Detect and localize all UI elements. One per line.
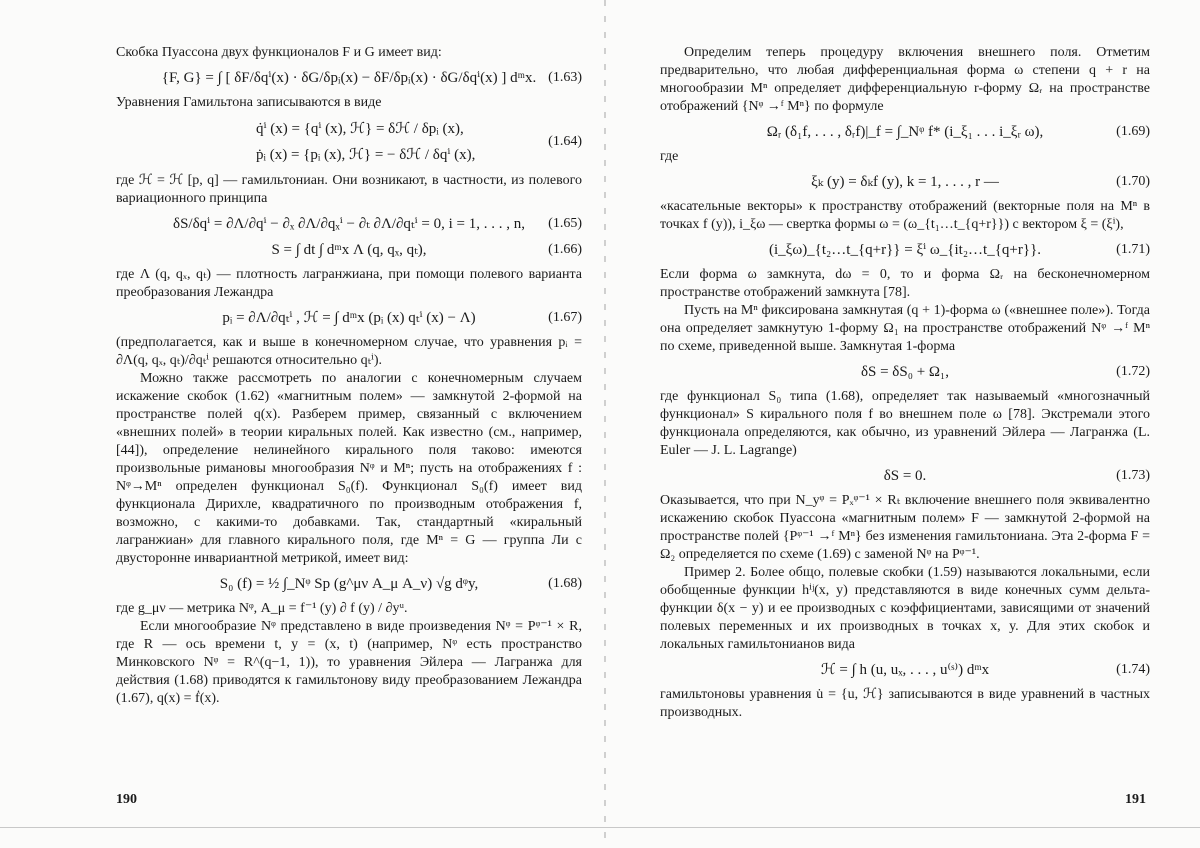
equation-body: S₀ (f) = ½ ∫_Nᵠ Sp (g^μν A_μ A_ν) √g dᵠy, [219, 576, 479, 592]
equation-1-63 [116, 68, 582, 88]
equation-number: (1.73) [1116, 468, 1150, 483]
equation-number: (1.63) [548, 70, 582, 85]
paragraph-metric: где g_μν — метрика Nᵠ, A_μ = f⁻¹ (y) ∂ f (y) / ∂yᵘ. [116, 601, 408, 616]
gutter-divider [604, 0, 606, 848]
equation-number: (1.70) [1116, 174, 1150, 189]
equation-number: (1.66) [548, 242, 582, 257]
equation-number: (1.74) [1116, 662, 1150, 677]
equation-1-65 [116, 214, 582, 234]
scan-edge [0, 827, 1200, 828]
equation-number: (1.69) [1116, 124, 1150, 139]
equation-number: (1.72) [1116, 364, 1150, 379]
paragraph-external-field: Определим теперь процедуру включения внешнего поля. Отметим предварительно, что любая дифференциальная форма ω степени q + r на многообразии Mⁿ определяет дифференциальную r-форму Ωᵣ на пространстве отображений {Nᵠ →ᶠ Mⁿ} по формуле [660, 45, 1150, 114]
page-number: 191 [1125, 792, 1146, 807]
equation-number: (1.68) [548, 576, 582, 591]
paragraph-where: где [660, 149, 679, 164]
equation-line: ṗᵢ (x) = {pᵢ (x), ℋ} = − δℋ / δqⁱ (x), [256, 147, 476, 163]
equation-number: (1.71) [1116, 242, 1150, 257]
paragraph-chiral-fields: Можно также рассмотреть по аналогии с конечномерным случаем искажение скобок (1.62) «магнитным полем» — замкнутой 2-формой на пространстве полей q(x). Разберем пример, связанный с включением «внешних полей» в теории киральных полей. Как известно (см., например, [44]), определение нелинейного кирального поля таково: имеются произвольные римановы многообразия Nᵠ и Mⁿ; пусть на отображениях f : Nᵠ→Mⁿ определен функционал S₀(f). Функционал S₀(f) имеет вид функционала Дирихле, квадратичного по производным отображения f, возможно, с какими-то добавками. Так, стандартный «киральный лагранжиан» для главного кирального поля, где Mⁿ = G — группа Ли с двусторонне инвариантной метрикой, имеет вид: [116, 371, 582, 566]
equation-1-72 [660, 362, 1150, 382]
equation-1-68 [116, 574, 582, 594]
paragraph-poisson-bracket-intro: Скобка Пуассона двух функционалов F и G имеет вид: [116, 45, 442, 60]
right-page [610, 0, 1200, 848]
paragraph-product-manifold: Если многообразие Nᵠ представлено в виде произведения Nᵠ = Pᵠ⁻¹ × R, где R — ось времени t, y = (x, t) (например, Nᵠ есть пространство Минковского Nᵠ = R^(q−1, 1)), то уравнения Эйлера — Лагранжа для действия (1.68) приводятся к гамильтонову виду преобразованием Лежандра (1.67), q(x) = ḟ(x). [116, 619, 582, 706]
equation-1-66 [116, 240, 582, 260]
equation-1-74 [660, 660, 1150, 680]
paragraph-assumption: (предполагается, как и выше в конечномерном случае, что уравнения pᵢ = ∂Λ(q, qₓ, qₜ)/∂qₜⁱ решаются относительно qₜⁱ). [116, 335, 582, 368]
equation-body: pᵢ = ∂Λ/∂qₜⁱ , ℋ = ∫ dᵐx (pᵢ (x) qₜⁱ (x) − Λ) [222, 310, 476, 326]
equation-line: q̇ⁱ (x) = {qⁱ (x), ℋ} = δℋ / δpᵢ (x), [256, 121, 464, 137]
equation-body: (i_ξω)_{t₂…t_{q+r}} = ξⁱ ω_{it₂…t_{q+r}}. [768, 242, 1042, 258]
paragraph-tangent-vectors: «касательные векторы» к пространству отображений (векторные поля на Mⁿ в точках f (y)), i_ξω — свертка формы ω = (ω_{t₁…t_{q+r}}) с вектором ξ = (ξⁱ), [660, 199, 1150, 232]
equation-body: {F, G} = ∫ [ δF/δqⁱ(x) · δG/δpᵢ(x) − δF/δpᵢ(x) · δG/δqⁱ(x) ] dᵐx. [161, 70, 537, 86]
page-number: 190 [116, 792, 137, 807]
equation-1-73 [660, 466, 1150, 486]
equation-number: (1.65) [548, 216, 582, 231]
equation-1-70 [660, 172, 1150, 192]
paragraph-fixed-form: Пусть на Mⁿ фиксирована замкнутая (q + 1)-форма ω («внешнее поле»). Тогда она определяет замкнутую 1-форму Ω₁ на пространстве отображений Nᵠ →ᶠ Mⁿ по схеме, приведенной выше. Замкнутая 1-форма [660, 303, 1150, 354]
equation-number: (1.64) [548, 134, 582, 149]
equation-body: δS/δqⁱ = ∂Λ/∂qⁱ − ∂ₓ ∂Λ/∂qₓⁱ − ∂ₜ ∂Λ/∂qₜⁱ = 0, i = 1, . . . , n, [173, 216, 525, 232]
equation-body: ℋ = ∫ h (u, uₓ, . . . , u⁽ˢ⁾) dᵐx [820, 662, 990, 678]
paragraph-hamilton-equations: Уравнения Гамильтона записываются в виде [116, 95, 382, 110]
equation-number: (1.67) [548, 310, 582, 325]
paragraph-multivalued-functional: где функционал S₀ типа (1.68), определяет так называемый «многозначный функционал» S кирального поля f во внешнем поле ω [78]. Экстремали этого функционала определяются, как обычно, из уравнений Эйлера — Лагранжа (L. Euler — J. L. Lagrange) [660, 389, 1150, 458]
equation-1-71 [660, 240, 1150, 260]
paragraph-closed-form: Если форма ω замкнута, dω = 0, то и форма Ωᵣ на бесконечномерном пространстве отображений замкнута [78]. [660, 267, 1150, 300]
paragraph-example-2: Пример 2. Более общо, полевые скобки (1.59) называются локальными, если обобщенные функции hⁱʲ(x, y) представляются в виде конечных сумм дельта-функции δ(x − y) и ее производных с коэффициентами, зависящими от значений полевых переменных и их производных в точках x, y. Для этих скобок и локальных гамильтонианов вида [660, 565, 1150, 652]
equation-1-67 [116, 308, 582, 328]
equation-1-69 [660, 122, 1150, 142]
equation-body: ξₖ (y) = δₖf (y), k = 1, . . . , r — [811, 174, 999, 190]
equation-body: δS = δS₀ + Ω₁, [860, 364, 950, 380]
paragraph-magnetic-field: Оказывается, что при N_yᵠ = Pₓᵠ⁻¹ × Rₜ включение внешнего поля эквивалентно искажению скобок Пуассона «магнитным полем» F — замкнутой 2-формой на пространстве полей {Pᵠ⁻¹ →ᶠ Mⁿ} без изменения гамильтониана. Эта 2-форма F = Ω₂ определяется по схеме (1.69) с заменой Nᵠ на Pᵠ⁻¹. [660, 493, 1150, 562]
paragraph-lagrangian-density: где Λ (q, qₓ, qₜ) — плотность лагранжиана, при помощи полевого варианта преобразования Лежандра [116, 267, 582, 300]
equation-body: S = ∫ dt ∫ dᵐx Λ (q, qₓ, qₜ), [271, 242, 427, 258]
paragraph-pde: гамильтоновы уравнения u̇ = {u, ℋ} записываются в виде уравнений в частных производных. [660, 687, 1150, 720]
equation-1-64 [116, 116, 582, 168]
equation-body: δS = 0. [883, 468, 927, 484]
equation-body: Ωᵣ (δ₁f, . . . , δᵣf)|_f = ∫_Nᵠ f* (i_ξ₁ . . . i_ξᵣ ω), [766, 124, 1044, 140]
paragraph-hamiltonian: где ℋ = ℋ [p, q] — гамильтониан. Они возникают, в частности, из полевого вариационного принципа [116, 173, 582, 206]
